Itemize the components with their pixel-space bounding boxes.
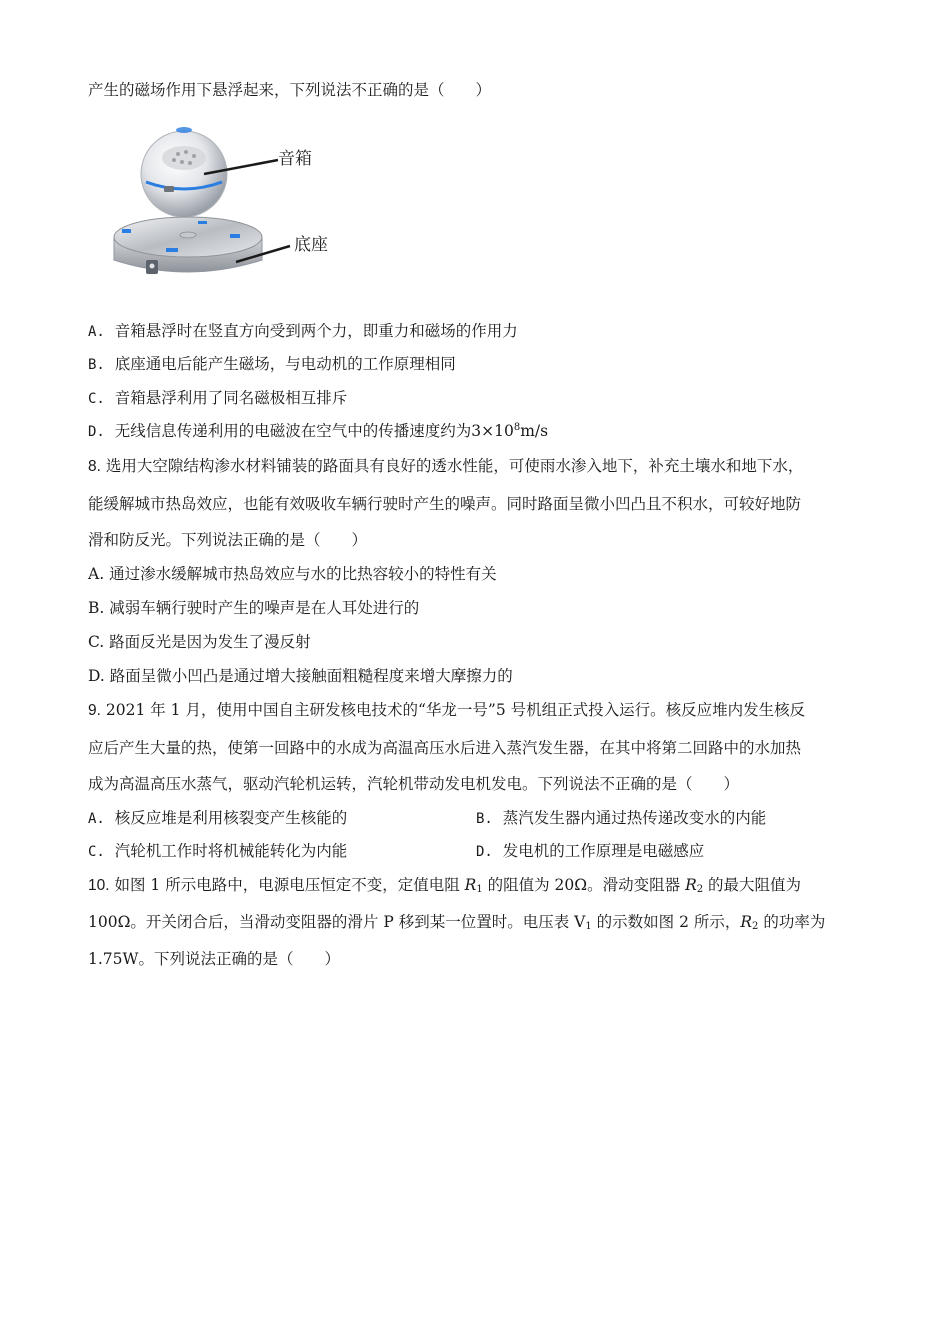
q8-option-c[interactable]: C. 路面反光是因为发生了漫反射 (88, 633, 311, 651)
q9-option-a[interactable]: A. 核反应堆是利用核裂变产生核能的 (88, 809, 348, 827)
q8-option-b[interactable]: B. 减弱车辆行驶时产生的噪声是在人耳处进行的 (88, 599, 420, 617)
q8-number: 8. (88, 458, 101, 475)
q8-stem-line-3: 滑和防反光。下列说法正确的是（ ） (88, 531, 368, 549)
q9-stem-line-2: 应后产生大量的热，使第一回路中的水成为高温高压水后进入蒸汽发生器，在其中将第二回路中的水加热 (88, 739, 802, 757)
q9-number: 9. (88, 702, 101, 719)
base-drawing (114, 217, 262, 274)
q9-option-b[interactable]: B. 蒸汽发生器内通过热传递改变水的内能 (476, 809, 767, 827)
q10-stem-line-1: 10. 如图 1 所示电路中，电源电压恒定不变，定值电阻 $R_1$ 的阻值为 20Ω。滑动变阻器 $R_2$ 的最大阻值为 (88, 876, 802, 895)
q9-stem-line-1: 9. 2021 年 1 月，使用中国自主研发核电技术的“华龙一号”5 号机组正式投入运行。核反应堆内发生核反 (88, 701, 806, 719)
levitating-speaker-figure (108, 122, 368, 292)
q7-option-a[interactable]: A. 音箱悬浮时在竖直方向受到两个力，即重力和磁场的作用力 (88, 322, 518, 340)
q10-stem-line-3: 1.75W。下列说法正确的是（ ） (88, 950, 340, 968)
q9-option-c[interactable]: C. 汽轮机工作时将机械能转化为内能 (88, 842, 348, 860)
q7-option-d[interactable]: D. 无线信息传递利用的电磁波在空气中的传播速度约为$3\times 10^8m/s$ (88, 422, 549, 440)
q9-option-d[interactable]: D. 发电机的工作原理是电磁感应 (476, 842, 705, 860)
q7-option-b[interactable]: B. 底座通电后能产生磁场，与电动机的工作原理相同 (88, 355, 456, 373)
q8-stem-line-2: 能缓解城市热岛效应，也能有效吸收车辆行驶时产生的噪声。同时路面呈微小凹凸且不积水，可较好地防 (88, 495, 802, 513)
q8-option-a[interactable]: A. 通过渗水缓解城市热岛效应与水的比热容较小的特性有关 (88, 565, 497, 583)
q10-number: 10. (88, 877, 110, 894)
q9-stem-line-3: 成为高温高压水蒸气，驱动汽轮机运转，汽轮机带动发电机发电。下列说法不正确的是（ ） (88, 775, 740, 793)
q8-stem-line-1: 8. 选用大空隙结构渗水材料铺装的路面具有良好的透水性能，可使雨水渗入地下，补充土壤水和地下水， (88, 457, 804, 475)
q8-option-d[interactable]: D. 路面呈微小凹凸是通过增大接触面粗糙程度来增大摩擦力的 (88, 667, 513, 685)
q10-stem-line-2: 100Ω。开关闭合后，当滑动变阻器的滑片 P 移到某一位置时。电压表 $V_1$ 的示数如图 2 所示，$R_2$ 的功率为 (88, 913, 826, 932)
label-speaker: 音箱 (278, 149, 312, 169)
q7-option-c[interactable]: C. 音箱悬浮利用了同名磁极相互排斥 (88, 389, 348, 407)
q7-stem-tail: 产生的磁场作用下悬浮起来，下列说法不正确的是（ ） (88, 81, 492, 99)
label-base: 底座 (294, 235, 328, 255)
